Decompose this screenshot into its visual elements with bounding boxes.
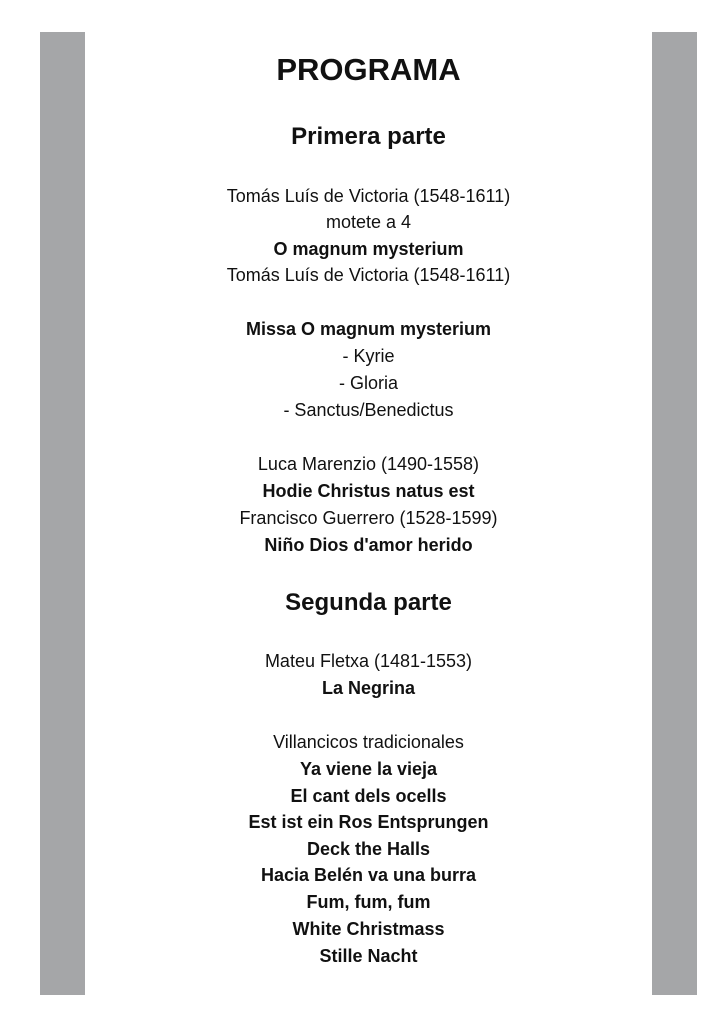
program-line: Tomás Luís de Victoria (1548-1611) [226,265,511,285]
program-line-work: White Christmass [292,919,445,939]
program-line-work: Fum, fum, fum [306,892,431,912]
program-line: Tomás Luís de Victoria (1548-1611) [226,186,511,206]
program-line: motete a 4 [325,212,412,232]
program-line-work: Missa O magnum mysterium [245,319,492,339]
program-line-work: Ya viene la vieja [299,759,438,779]
program-line: Francisco Guerrero (1528-1599) [239,508,498,528]
program-line-work: La Negrina [321,678,416,698]
section-heading-part2: Segunda parte [285,589,452,616]
program-line-work: Deck the Halls [306,839,431,859]
program-line-work: Stille Nacht [319,946,418,966]
program-line: - Gloria [338,373,398,393]
program-line: - Sanctus/Benedictus [283,400,454,420]
program-line-work: O magnum mysterium [273,239,464,259]
right-margin-bar [652,32,697,995]
section-heading-part1: Primera parte [291,123,446,150]
left-margin-bar [40,32,85,995]
program-line-work: El cant dels ocells [290,786,447,806]
program-line: Luca Marenzio (1490-1558) [257,454,480,474]
program-line-work: Est ist ein Ros Entsprungen [248,812,489,832]
program-line: Mateu Fletxa (1481-1553) [264,651,473,671]
program-line-work: Hacia Belén va una burra [260,865,477,885]
program-line-work: Niño Dios d'amor herido [264,535,473,555]
program-line: - Kyrie [342,346,395,366]
page-title: PROGRAMA [276,52,461,87]
program-line-work: Hodie Christus natus est [262,481,475,501]
program-line: Villancicos tradicionales [273,732,464,752]
